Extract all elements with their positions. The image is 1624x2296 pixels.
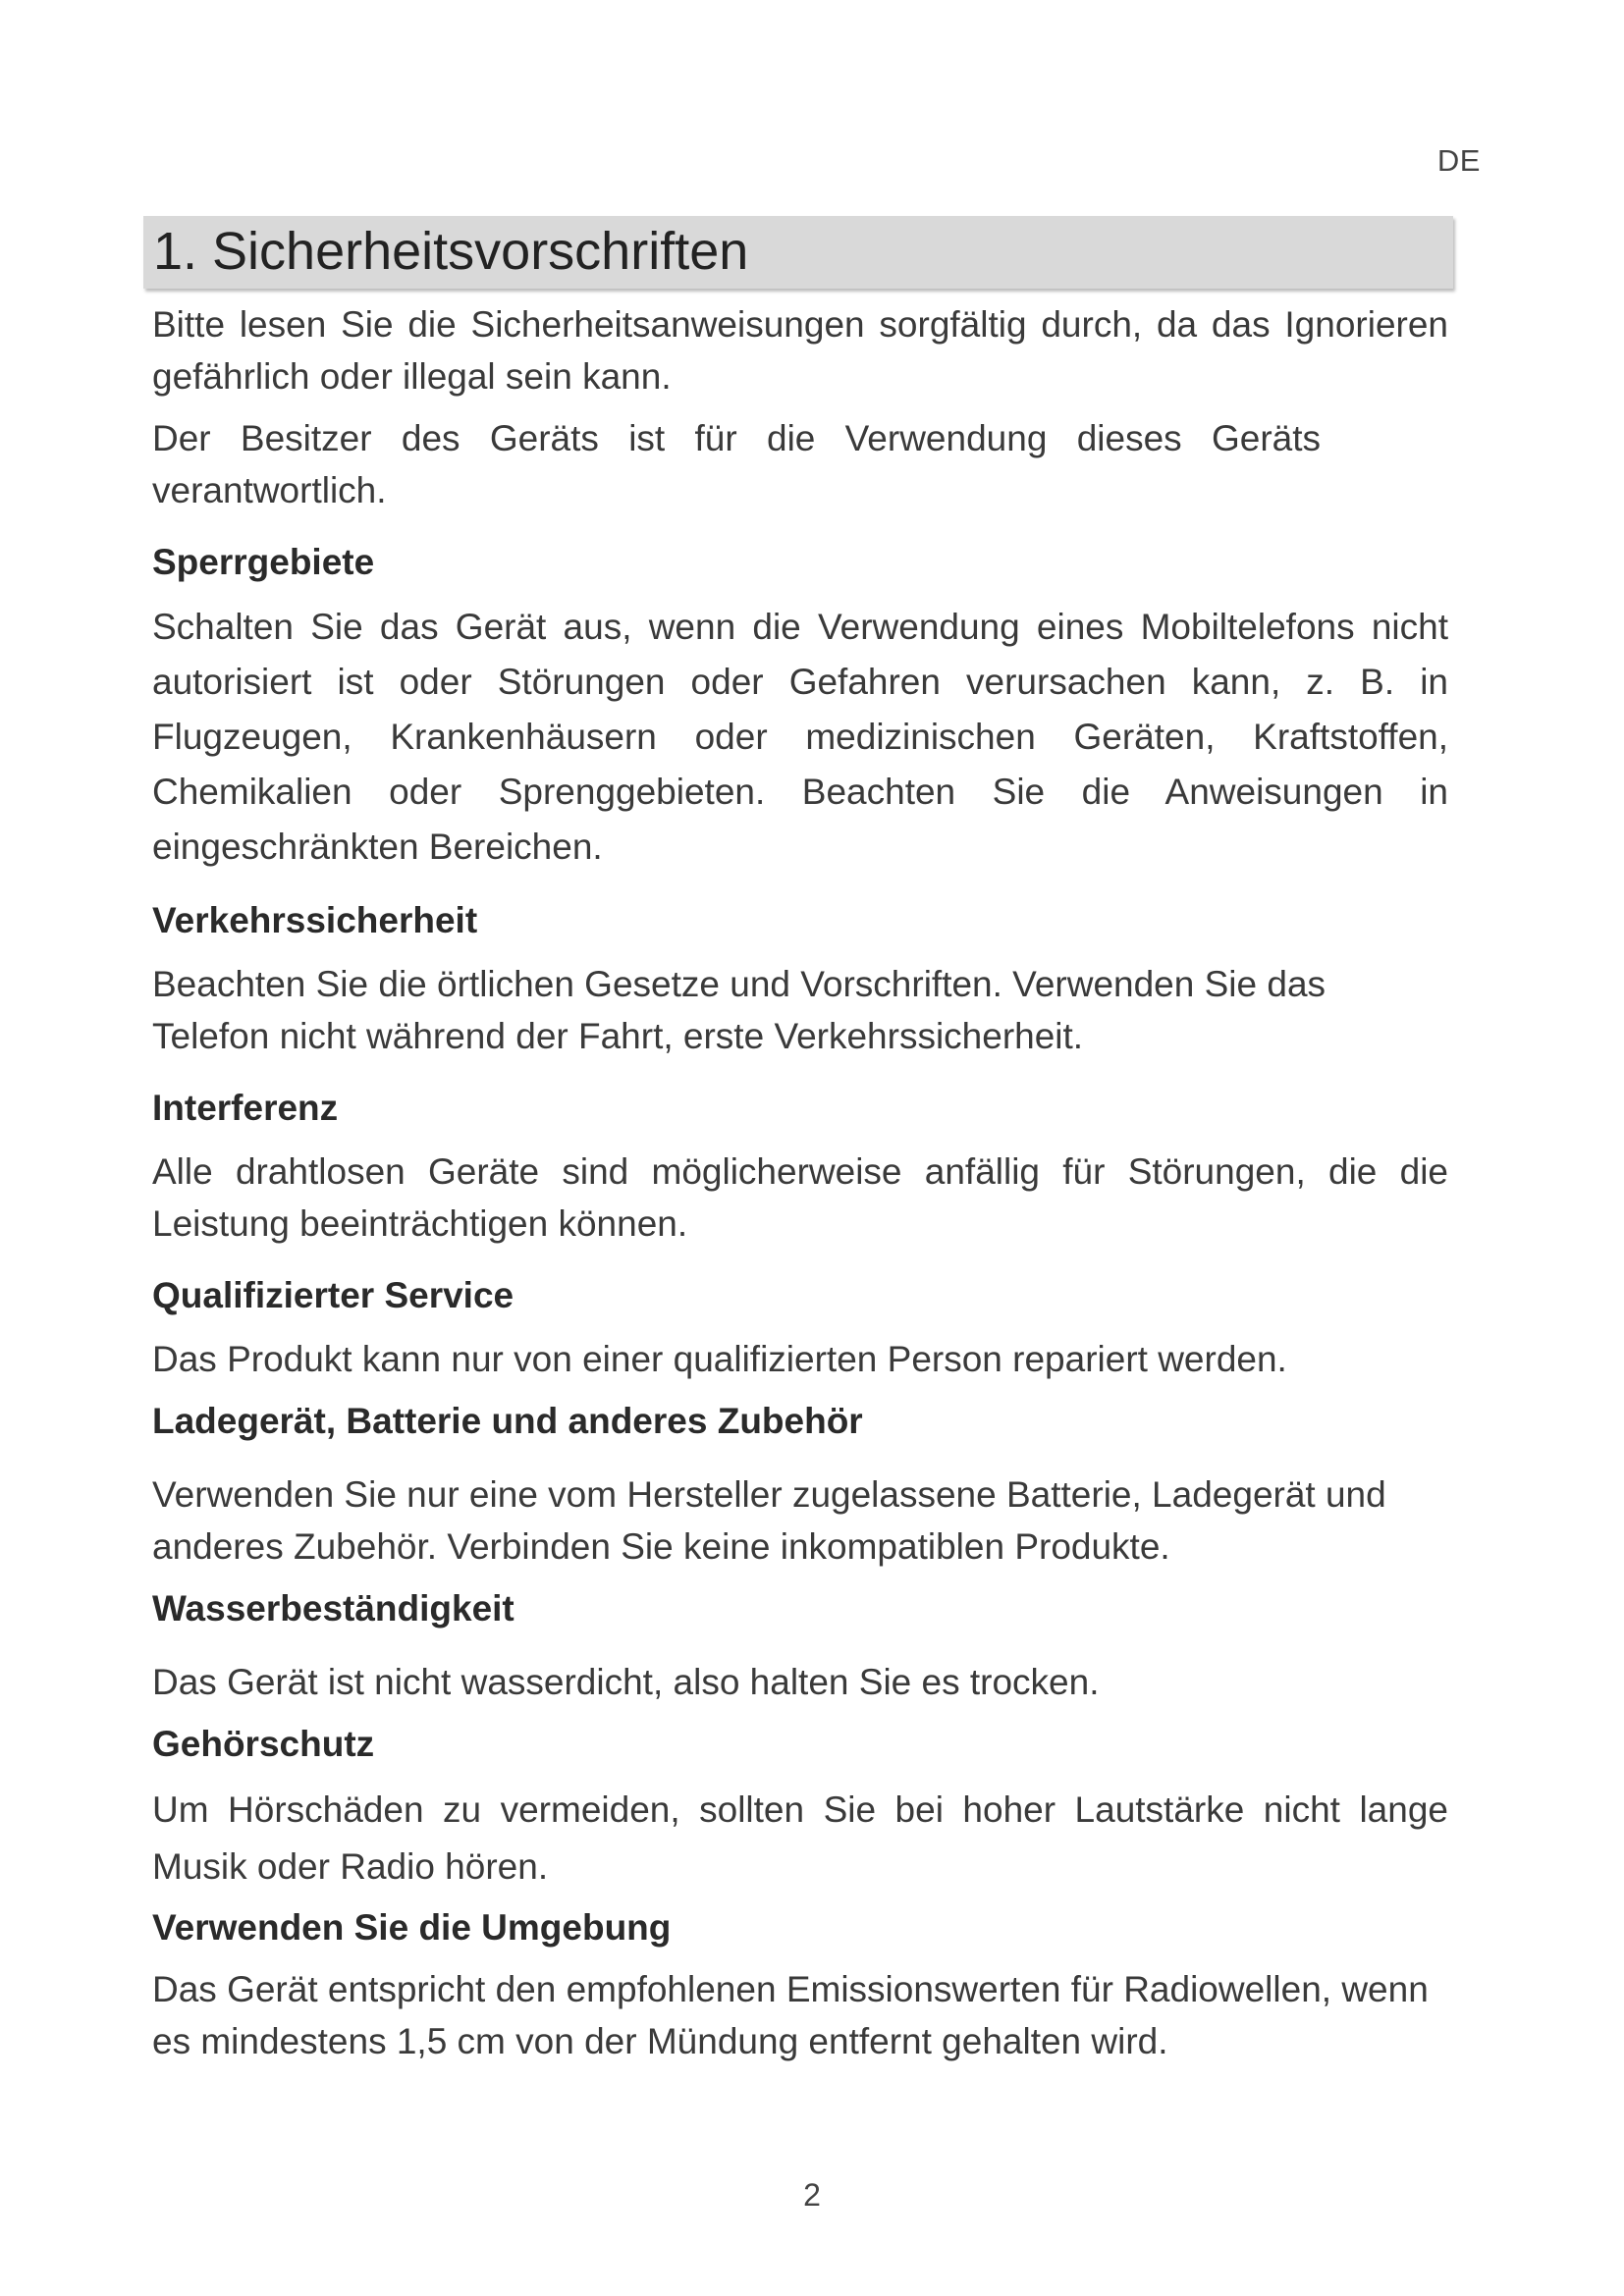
intro-paragraph-1: Bitte lesen Sie die Sicherheitsanweisungen sorgfältig durch, da das Ignorieren gefährlich oder illegal sein kann. [152,304,1448,397]
section-text-water-resistance: Das Gerät ist nicht wasserdicht, also halten Sie es trocken. [152,1662,1100,1702]
section-text-environment: Das Gerät entspricht den empfohlenen Emissionswerten für Radiowellen, wenn es mindestens 1,5 cm von der Mündung entfernt gehalten wird. [152,1969,1429,2061]
section-heading-water-resistance: Wasserbeständigkeit [152,1588,514,1629]
page-title: 1. Sicherheitsvorschriften [153,222,749,281]
section-heading-traffic-safety: Verkehrssicherheit [152,900,478,940]
section-heading-interference: Interferenz [152,1088,339,1128]
section-heading-qualified-service: Qualifizierter Service [152,1275,514,1315]
title-bar [143,216,1453,289]
section-text-qualified-service: Das Produkt kann nur von einer qualifizierten Person repariert werden. [152,1339,1287,1379]
section-heading-restricted-areas: Sperrgebiete [152,542,375,582]
intro-paragraph-2: Der Besitzer des Geräts ist für die Verwendung dieses Geräts verantwortlich. [152,418,1321,510]
section-text-interference: Alle drahtlosen Geräte sind möglicherweise anfällig für Störungen, die die Leistung beeinträchtigen können. [152,1151,1448,1244]
section-text-hearing-protection: Um Hörschäden zu vermeiden, sollten Sie bei hoher Lautstärke nicht lange Musik oder Radio hören. [152,1789,1448,1887]
section-text-traffic-safety: Beachten Sie die örtlichen Gesetze und Vorschriften. Verwenden Sie das Telefon nicht während der Fahrt, erste Verkehrssicherheit. [152,964,1326,1056]
section-text-accessories: Verwenden Sie nur eine vom Hersteller zugelassene Batterie, Ladegerät und anderes Zubehör. Verbinden Sie keine inkompatiblen Produkte. [152,1474,1386,1567]
page-number: 2 [803,2177,821,2213]
section-heading-accessories: Ladegerät, Batterie und anderes Zubehör [152,1401,863,1441]
section-heading-environment: Verwenden Sie die Umgebung [152,1907,672,1948]
section-heading-hearing-protection: Gehörschutz [152,1724,375,1764]
section-text-restricted-areas: Schalten Sie das Gerät aus, wenn die Verwendung eines Mobiltelefons nicht autorisiert ist oder Störungen oder Gefahren verursachen kann, z. B. in Flugzeugen, Krankenhäusern oder medizinischen Geräten, Kraftstoffen, Chemikalien oder Sprenggebieten. Beachten Sie die Anweisungen in eingeschränkten Bereichen. [152,607,1448,867]
language-label: DE [1436,143,1481,178]
document-body [152,298,1448,2067]
